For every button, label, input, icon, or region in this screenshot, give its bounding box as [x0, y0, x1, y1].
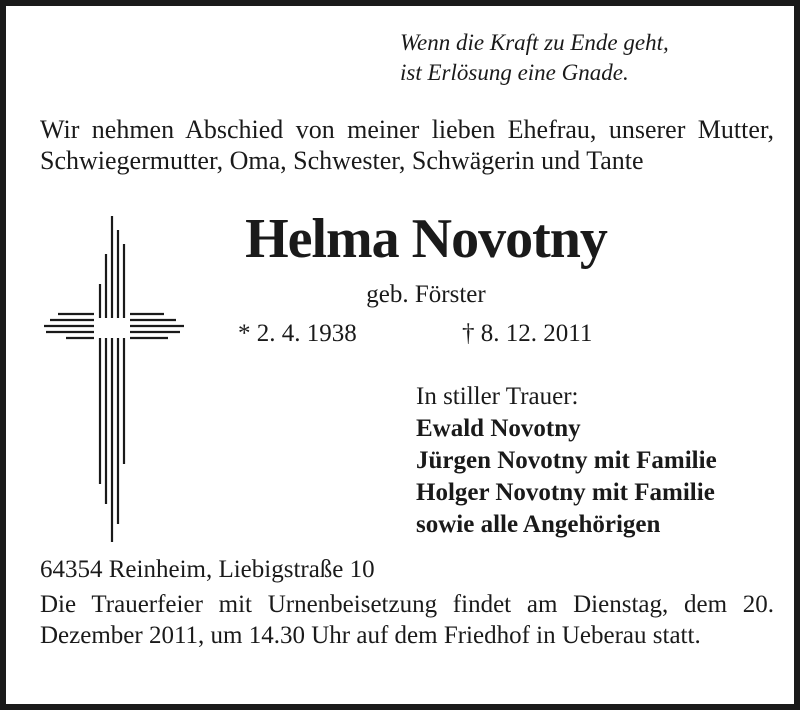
service-info: Die Trauerfeier mit Urnenbeisetzung findet am Dienstag, dem 20. Dezember 2011, um 14.30 Uhr auf dem Friedhof in Ueberau statt. — [40, 591, 774, 649]
mourners-block — [416, 381, 717, 541]
family-address: 64354 Reinheim, Liebigstraße 10 — [40, 556, 375, 583]
intro-text: Wir nehmen Abschied von meiner lieben Ehefrau, unserer Mutter, Schwiegermutter, Oma, Schwester, Schwägerin und Tante — [40, 115, 774, 175]
motto-line-1: Wenn die Kraft zu Ende geht, — [400, 30, 669, 55]
mourners-label: In stiller Trauer: — [416, 383, 579, 410]
motto-quote — [400, 28, 760, 88]
motto-line-2: ist Erlösung eine Gnade. — [400, 60, 629, 85]
mourner-name: Holger Novotny mit Familie — [416, 479, 715, 506]
maiden-name: geb. Förster — [366, 281, 486, 308]
birth-date: * 2. 4. 1938 — [238, 320, 357, 347]
mourner-name: Ewald Novotny — [416, 415, 581, 442]
deceased-name: Helma Novotny — [245, 208, 607, 270]
mourner-name: Jürgen Novotny mit Familie — [416, 447, 717, 474]
death-date: † 8. 12. 2011 — [462, 320, 593, 347]
mourner-name: sowie alle Angehörigen — [416, 511, 661, 538]
